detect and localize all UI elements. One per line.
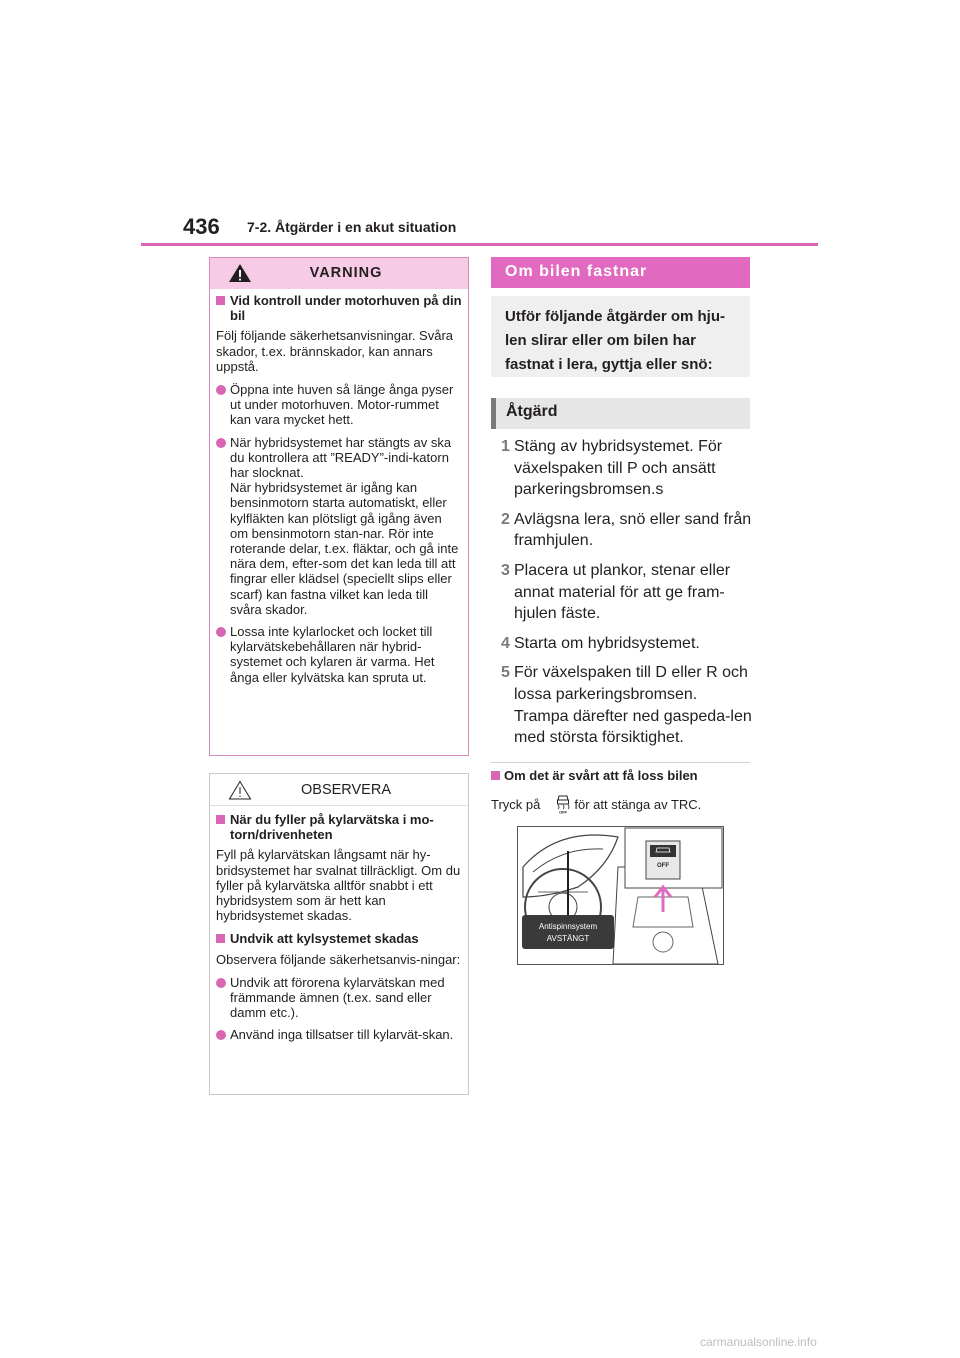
step-item: 1 Stäng av hybridsystemet. För växelspaken till P och ansätt parkeringsbromsen.s xyxy=(501,438,723,499)
notice-bullet: Använd inga tillsatser till kylarvät-skan. xyxy=(216,1027,463,1042)
warning-intro: Följ följande säkerhetsanvisningar. Svåra skador, t.ex. brännskador, kan annars uppstå. xyxy=(216,328,454,374)
step-list xyxy=(491,436,753,757)
dashboard-drawing xyxy=(518,827,723,964)
warning-header xyxy=(210,258,468,289)
warning-title: VARNING xyxy=(309,265,383,281)
header-rule xyxy=(141,243,818,246)
notice-subheading-2: Undvik att kylsystemet skadas xyxy=(216,931,463,946)
subheading: Om det är svårt att få loss bilen xyxy=(491,768,698,783)
notice-box xyxy=(209,773,469,1095)
svg-text:Antispinnsystem: Antispinnsystem xyxy=(538,922,598,931)
notice-header xyxy=(210,774,468,806)
step-item: 3 Placera ut plankor, stenar eller annat material för att ge fram-hjulen fäste. xyxy=(501,561,731,623)
notice-bullet: Undvik att förorena kylarvätskan med främmande ämnen (t.ex. sand eller damm etc.). xyxy=(216,975,463,1021)
svg-text:AVSTÄNGT: AVSTÄNGT xyxy=(546,934,590,943)
notice-title: OBSERVERA xyxy=(301,782,391,798)
notice-text-1: Fyll på kylarvätskan långsamt när hy-bridsystemet har svalnat tillräckligt. Om du fyller på kylarvätska alltför snabbt i ett hybridsystem som är hett kan hybridsystemet skadas. xyxy=(216,847,461,924)
action-heading: Åtgärd xyxy=(491,398,750,429)
section-heading-bar: Om bilen fastnar xyxy=(491,257,750,288)
svg-text:OFF: OFF xyxy=(657,863,669,869)
warning-bullet: När hybridsystemet har stängts av ska du kontrollera att ”READY”-indi-katorn har slocknat. När hybridsystemet är igång kan bensinmotorn starta automatiskt, eller kylfläkten kan plötsligt gå igång även om bensinmotorn stan-nar. Rör inte roterande delar, t.ex. fläktar, och gå inte nära dem, efter-som det kan leda till att fingrar eller klädsel (speciellt slips eller scarf) kan fastna vilket kan leda till svåra skador. xyxy=(216,435,463,617)
trc-instruction: Tryck på för att stänga av TRC. xyxy=(491,797,702,812)
step-item: 2 Avlägsna lera, snö eller sand från framhjulen. xyxy=(501,510,752,550)
page-number: 436 xyxy=(183,214,220,239)
divider xyxy=(491,762,750,763)
step-item: 4 Starta om hybridsystemet. xyxy=(501,634,700,652)
svg-text:OFF: OFF xyxy=(559,809,567,814)
warning-subheading: Vid kontroll under motorhuven på din bil xyxy=(216,293,463,323)
footer-watermark: carmanualsonline.info xyxy=(700,1335,817,1349)
warning-box xyxy=(209,257,469,756)
step-item: 5 För växelspaken till D eller R och lossa parkeringsbromsen. Trampa därefter ned gaspeda-len med största försiktighet. xyxy=(501,664,752,747)
warning-bullet: Lossa inte kylarlocket och locket till kylarvätskebehållaren när hybrid-systemet och kylaren är varma. Het ånga eller kylvätska kan spruta ut. xyxy=(216,624,463,685)
dashboard-illustration xyxy=(517,826,724,965)
notice-text-2: Observera följande säkerhetsanvis-ningar: xyxy=(216,951,461,967)
warning-bullet: Öppna inte huven så länge ånga pyser ut under motorhuven. Motor-rummet kan vara mycket hett. xyxy=(216,382,463,428)
intro-box: Utför följande åtgärder om hju-len slirar eller om bilen har fastnat i lera, gyttja eller snö: xyxy=(491,296,750,377)
section-title: 7-2. Åtgärder i en akut situation xyxy=(247,219,457,235)
trc-off-icon xyxy=(555,794,571,814)
notice-subheading-1: När du fyller på kylarvätska i mo-torn/drivenheten xyxy=(216,812,463,842)
